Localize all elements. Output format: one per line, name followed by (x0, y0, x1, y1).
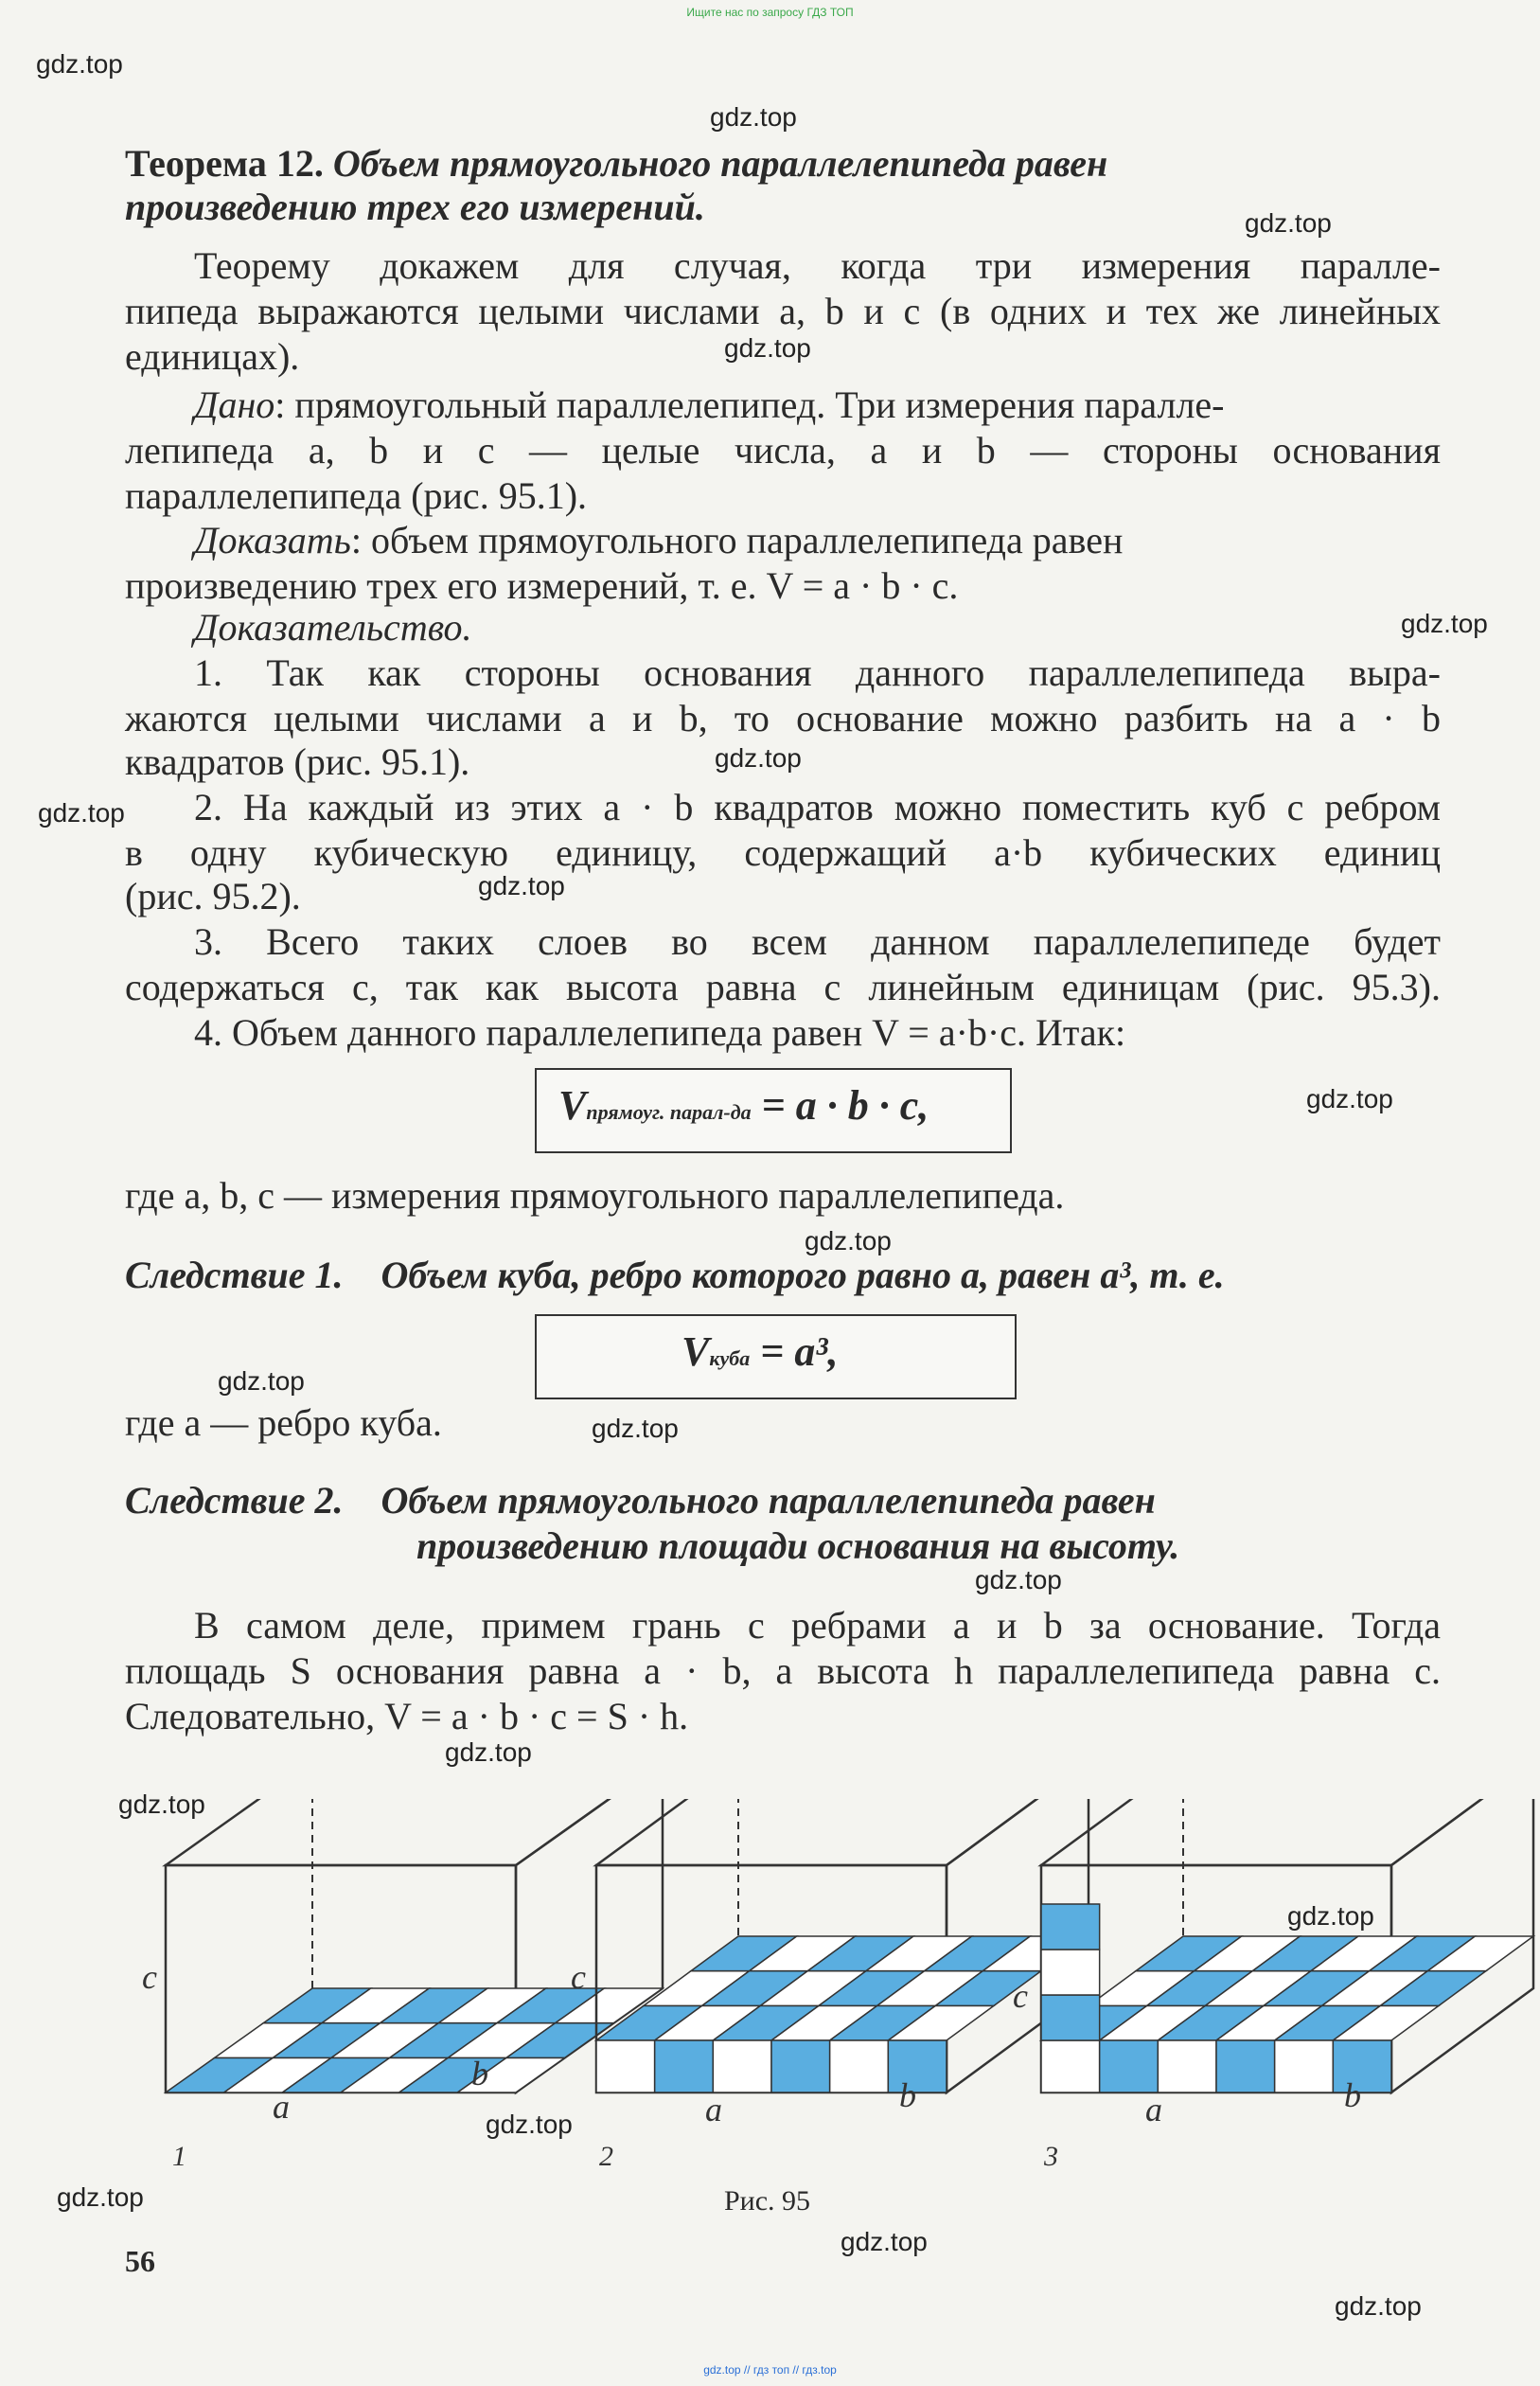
figure-number-1: 1 (172, 2141, 186, 2172)
figure-95-3 (1013, 1799, 1533, 2172)
label-b: b (471, 2055, 488, 2092)
volume-formula-cube (681, 1327, 839, 1376)
theorem-label: Теорема 12. (125, 142, 324, 185)
unit-cube (1158, 2040, 1216, 2092)
step1-line1: 1. Так как стороны основания данного параллелепипеда выра- (194, 651, 1441, 694)
final-line2: площадь S основания равна a · b, а высота h параллелепипеда равна c. (125, 1649, 1441, 1692)
given-line1 (194, 383, 1441, 427)
prove-line1 (194, 519, 1441, 562)
unit-cube (596, 2040, 655, 2092)
top-banner: Ищите нас по запросу ГДЗ ТОП (686, 6, 854, 19)
watermark: gdz.top (478, 871, 565, 900)
watermark: gdz.top (1306, 1084, 1393, 1113)
top-face (166, 1799, 663, 1865)
watermark: gdz.top (38, 798, 125, 828)
top-face (1041, 1799, 1533, 1865)
formula2-v: V (681, 1328, 710, 1375)
given-line2: лепипеда a, b и c — целые числа, a и b — стороны основания (125, 429, 1441, 472)
unit-cube (655, 2040, 714, 2092)
figure-95-2 (571, 1799, 1089, 2172)
label-a: a (705, 2091, 722, 2128)
label-a: a (1145, 2091, 1162, 2128)
figure-number-2: 2 (599, 2141, 613, 2172)
figure-95 (0, 1799, 1540, 2178)
corollary2-line1 (125, 1479, 1441, 1522)
final-line3: Следовательно, V = a · b · c = S · h. (125, 1695, 689, 1737)
unit-cube (888, 2040, 947, 2092)
given-label: Дано (194, 383, 275, 426)
corollary1-text: Объем куба, ребро которого равно a, равен a³, т. е. (381, 1254, 1225, 1296)
step2-line1: 2. На каждый из этих a · b квадратов можно поместить куб с ребром (194, 786, 1441, 828)
theorem-statement-line2: произведению трех его измерений. (125, 186, 705, 228)
step2-line2: в одну кубическую единицу, содержащий a·b кубических единиц (125, 831, 1441, 874)
watermark: gdz.top (1335, 2291, 1422, 2321)
intro-line3: единицах). (125, 335, 300, 378)
intro-line2: пипеда выражаются целыми числами a, b и c (в одних и тех же линейных (125, 290, 1441, 332)
theorem-heading-line1 (125, 142, 1441, 186)
label-b: b (899, 2076, 916, 2114)
stacked-cube (1041, 1995, 1100, 2040)
watermark: gdz.top (1287, 1901, 1374, 1931)
watermark: gdz.top (36, 49, 123, 79)
figure-caption: Рис. 95 (724, 2185, 811, 2217)
watermark: gdz.top (841, 2227, 928, 2256)
unit-cube (1100, 2040, 1159, 2092)
corollary2-text-line2: произведению площади основания на высоту. (416, 1524, 1180, 1567)
step3-line2: содержаться c, так как высота равна c линейным единицам (рис. 95.3). (125, 966, 1441, 1008)
page-number: 56 (125, 2244, 155, 2278)
stacked-cube (1041, 1904, 1100, 1950)
step3-line1: 3. Всего таких слоев во всем данном параллелепипеде будет (194, 920, 1441, 963)
formula2-subscript: куба (709, 1346, 751, 1370)
unit-cube (830, 2040, 889, 2092)
watermark: gdz.top (715, 743, 802, 773)
formula1-v: V (558, 1082, 587, 1129)
step4-line1: 4. Объем данного параллелепипеда равен V = a·b·c. Итак: (194, 1011, 1126, 1054)
bottom-banner: gdz.top // гдз топ // гдз.top (703, 2363, 837, 2377)
unit-cube (1216, 2040, 1275, 2092)
prove-line2: произведению трех его измерений, т. е. V = a · b · c. (125, 564, 959, 607)
formula1-rhs: = a · b · c, (761, 1082, 929, 1129)
watermark: gdz.top (805, 1226, 892, 1255)
step2-line3: (рис. 95.2). (125, 875, 301, 917)
watermark: gdz.top (592, 1414, 679, 1443)
unit-cube (1275, 2040, 1334, 2092)
after-formula1: где a, b, c — измерения прямоугольного параллелепипеда. (125, 1174, 1065, 1217)
step1-line3: квадратов (рис. 95.1). (125, 740, 470, 783)
step1-line2: жаются целыми числами a и b, то основание можно разбить на a · b (125, 697, 1441, 739)
watermark: gdz.top (710, 102, 797, 132)
unit-cube (1333, 2040, 1391, 2092)
stacked-cube (1041, 1950, 1100, 1995)
unit-cube (771, 2040, 830, 2092)
label-c: c (571, 1958, 586, 1996)
theorem-statement-line1: Объем прямоугольного параллелепипеда равен (332, 142, 1108, 185)
prove-label: Доказать (194, 519, 351, 561)
top-face (596, 1799, 1089, 1865)
prove-text: : объем прямоугольного параллелепипеда равен (350, 519, 1124, 561)
intro-line1: Теорему докажем для случая, когда три измерения паралле- (194, 244, 1441, 287)
watermark: gdz.top (57, 2182, 144, 2212)
after-formula2: где a — ребро куба. (125, 1401, 442, 1444)
watermark: gdz.top (218, 1366, 305, 1396)
watermark: gdz.top (1401, 609, 1488, 638)
watermark: gdz.top (486, 2110, 573, 2139)
label-c: c (1013, 1977, 1028, 2015)
given-line3: параллелепипеда (рис. 95.1). (125, 474, 588, 517)
watermark: gdz.top (975, 1565, 1062, 1594)
watermark: gdz.top (1245, 208, 1332, 238)
volume-formula-parallelepiped (558, 1081, 929, 1130)
corollary1-label: Следствие 1. (125, 1254, 344, 1296)
formula1-subscript: прямоуг. парал-да (586, 1100, 752, 1124)
label-b: b (1344, 2076, 1361, 2114)
unit-cube (713, 2040, 771, 2092)
label-a: a (273, 2088, 290, 2126)
watermark: gdz.top (445, 1737, 532, 1767)
corollary2-label: Следствие 2. (125, 1479, 344, 1522)
watermark: gdz.top (724, 333, 811, 363)
formula2-rhs: = a³, (760, 1328, 839, 1375)
watermark: gdz.top (118, 1790, 205, 1819)
label-c: c (142, 1958, 157, 1996)
figure-number-3: 3 (1044, 2141, 1058, 2172)
corollary1-line (125, 1254, 1441, 1297)
corollary2-text-line1: Объем прямоугольного параллелепипеда равен (381, 1479, 1156, 1522)
final-line1: В самом деле, примем грань с ребрами a и b за основание. Тогда (194, 1604, 1441, 1647)
proof-label: Доказательство. (194, 606, 472, 649)
unit-cube (1041, 2040, 1100, 2092)
given-text: : прямоугольный параллелепипед. Три измерения паралле- (274, 383, 1225, 426)
